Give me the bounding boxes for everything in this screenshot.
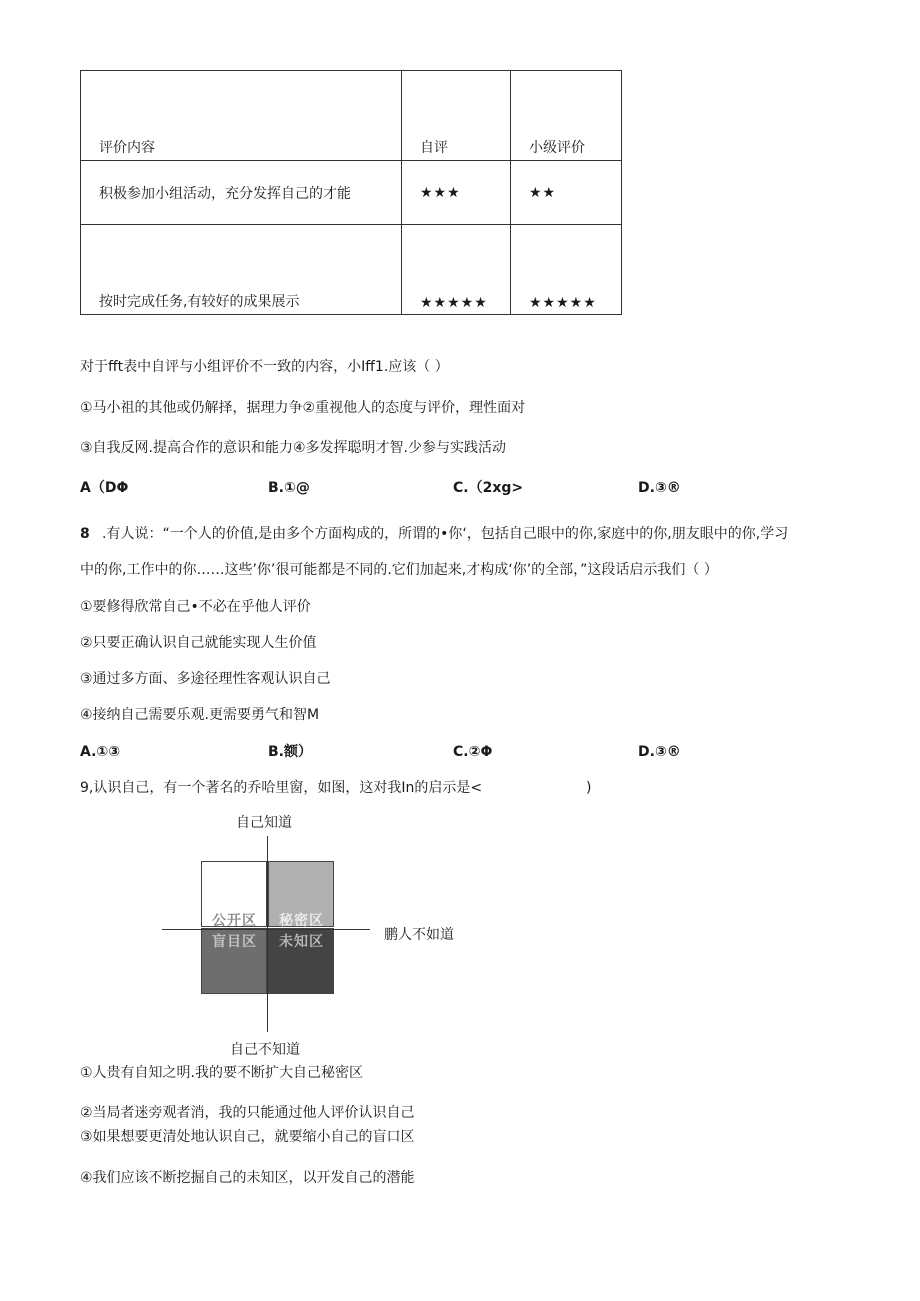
johari-horizontal-axis xyxy=(162,929,370,930)
q7-option-a[interactable]: A（DΦ xyxy=(80,480,129,496)
q8-item-1: ①要修得欣常自己•不必在乎他人评价 xyxy=(80,599,311,615)
q8-stem-line-1: .有人说：“一个人的价值,是由多个方面构成的，所谓的•你‘，包括自己眼中的你,家庭中的你,朋友眼中的你,学习 xyxy=(102,526,789,542)
q8-item-2: ②只要正确认识自己就能实现人生价值 xyxy=(80,635,317,651)
row-content: 积极参加小组活动，充分发挥自己的才能 xyxy=(81,161,402,225)
header-content: 评价内容 xyxy=(81,71,402,161)
q8-item-4: ④接纳自己需要乐观.更需要勇气和智M xyxy=(80,707,320,723)
q7-option-b[interactable]: B.①@ xyxy=(268,480,310,496)
row-group-stars: ★★ xyxy=(511,161,622,225)
row-self-stars: ★★★★★ xyxy=(402,225,511,315)
header-self: 自评 xyxy=(402,71,511,161)
johari-bottom-label: 自己不知道 xyxy=(230,1042,300,1058)
johari-unknown-label: 未知区 xyxy=(279,934,324,950)
row-group-stars: ★★★★★ xyxy=(511,225,622,315)
q9-item-2: ②当局者迷旁观者消，我的只能通过他人评价认识自己 xyxy=(80,1105,415,1121)
johari-open-label: 公开区 xyxy=(212,913,257,929)
q8-option-c[interactable]: C.②Φ xyxy=(453,744,493,760)
row-self-stars: ★★★ xyxy=(402,161,511,225)
q9-stem-close: ) xyxy=(586,780,592,796)
q8-item-3: ③通过多方面、多途径理性客观认识自己 xyxy=(80,671,331,687)
q7-statement-1: ①马小祖的其他或仍解择，据理力争②重视他人的态度与评价，理性面对 xyxy=(80,400,526,416)
q8-option-a[interactable]: A.①③ xyxy=(80,744,121,760)
table-header-row xyxy=(81,71,622,161)
q8-option-d[interactable]: D.③® xyxy=(638,744,681,760)
johari-blind-label: 盲目区 xyxy=(212,934,257,950)
q7-option-c[interactable]: C.（2xg> xyxy=(453,480,524,496)
table-row xyxy=(81,161,622,225)
q9-item-1: ①人贵有自知之明.我的要不断扩大自己秘密区 xyxy=(80,1065,363,1081)
q8-stem-line-2: 中的你,工作中的你……这些’你’很可能都是不同的.它们加起来,才构成‘你’的全部，”这段话启示我们（ ） xyxy=(80,562,718,578)
q7-stem: 对于fft表中自评与小组评价不一致的内容，小Iff1.应该（ ） xyxy=(80,359,449,375)
row-content: 按时完成任务,有较好的成果展示 xyxy=(81,225,402,315)
johari-right-label: 鹏人不如道 xyxy=(384,927,454,943)
johari-hidden-label: 秘密区 xyxy=(279,913,324,929)
q7-option-d[interactable]: D.③® xyxy=(638,480,681,496)
johari-top-label: 自己知道 xyxy=(236,815,292,831)
johari-vertical-axis xyxy=(267,836,268,1032)
q8-number: 8 xyxy=(80,526,90,542)
q8-option-b[interactable]: B.额） xyxy=(268,744,312,760)
header-group: 小级评价 xyxy=(511,71,622,161)
evaluation-table xyxy=(80,70,622,315)
q7-statement-2: ③自我反网.提高合作的意识和能力④多发挥聪明才智.少参与实践活动 xyxy=(80,440,507,456)
q9-item-4: ④我们应该不断挖掘自己的未知区，以开发自己的潜能 xyxy=(80,1170,415,1186)
q9-item-3: ③如果想要更清处地认识自己，就要缩小自己的盲口区 xyxy=(80,1129,415,1145)
table-row xyxy=(81,225,622,315)
q9-stem: 9,认识自己，有一个著名的乔哈里窗，如图，这对我In的启示是< xyxy=(80,780,483,796)
